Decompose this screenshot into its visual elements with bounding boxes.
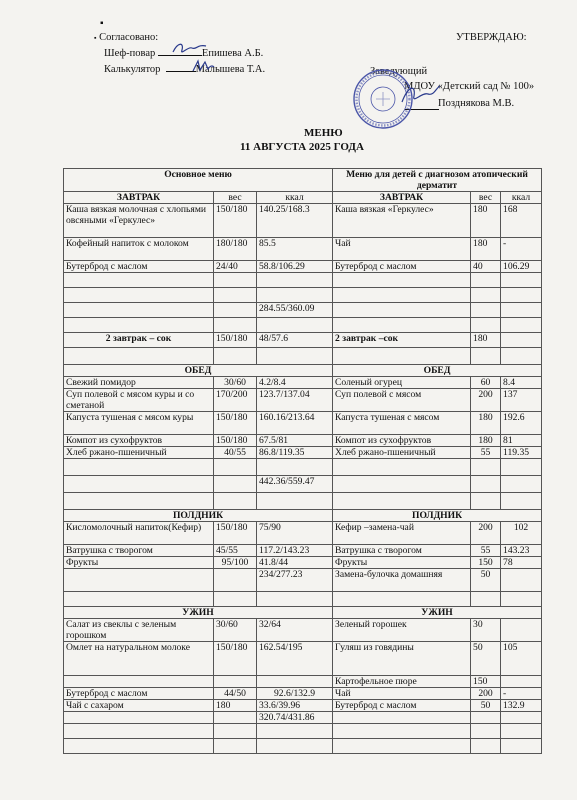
weight-cell: 30 xyxy=(471,619,501,642)
second-breakfast-row xyxy=(64,333,542,348)
section-label: ОБЕД xyxy=(64,365,333,377)
kcal-cell: 8.4 xyxy=(501,377,542,389)
kcal-cell: 137 xyxy=(501,389,542,412)
kcal-cell: 140.25/168.3 xyxy=(257,204,333,238)
dish-cell: Хлеб ржано-пшеничный xyxy=(64,447,214,459)
empty-row xyxy=(64,739,542,754)
kcal-cell: 119.35 xyxy=(501,447,542,459)
kcal-header: ккал xyxy=(501,192,542,204)
org-name: МДОУ «Детский сад № 100» xyxy=(404,81,535,92)
table-row xyxy=(64,557,542,569)
weight-cell: 40/55 xyxy=(214,447,257,459)
dish-cell: Бутерброд с маслом xyxy=(333,261,471,273)
table-row xyxy=(64,261,542,273)
total-row xyxy=(64,476,542,493)
kcal-cell: 162.54/195 xyxy=(257,642,333,676)
kcal-cell: 86.8/119.35 xyxy=(257,447,333,459)
kcal-cell: 106.29 xyxy=(501,261,542,273)
empty-row xyxy=(64,493,542,510)
approve-label: УТВЕРЖДАЮ: xyxy=(456,32,527,43)
empty-row xyxy=(64,724,542,739)
empty-row xyxy=(64,592,542,607)
kcal-cell: 160.16/213.64 xyxy=(257,412,333,435)
dish-cell: Суп полевой с мясом xyxy=(333,389,471,412)
dish-cell: 2 завтрак –сок xyxy=(333,333,471,348)
section-label: ЗАВТРАК xyxy=(64,192,214,204)
bullet-mark: ▪ xyxy=(100,18,104,29)
dish-cell: Зеленый горошек xyxy=(333,619,471,642)
dish-cell: Картофельное пюре xyxy=(333,676,471,688)
table-row xyxy=(64,238,542,261)
dish-cell: Чай xyxy=(333,238,471,261)
calculator-line: Калькулятор Малышева Т.А. xyxy=(104,64,266,75)
weight-cell: 180 xyxy=(471,412,501,435)
section-header-row xyxy=(64,365,542,377)
weight-cell: 95/100 xyxy=(214,557,257,569)
kcal-cell: 192.6 xyxy=(501,412,542,435)
empty-row xyxy=(64,459,542,476)
dish-cell: Капуста тушеная с мясом xyxy=(333,412,471,435)
weight-cell: 180 xyxy=(471,333,501,348)
kcal-cell: - xyxy=(501,238,542,261)
section-label: УЖИН xyxy=(333,607,542,619)
section-header-row xyxy=(64,510,542,522)
section-label: ЗАВТРАК xyxy=(333,192,471,204)
dish-cell: Кисломолочный напиток(Кефир) xyxy=(64,522,214,545)
kcal-cell: 105 xyxy=(501,642,542,676)
kcal-cell: 81 xyxy=(501,435,542,447)
chef-signature xyxy=(170,40,210,58)
kcal-cell: 4.2/8.4 xyxy=(257,377,333,389)
dish-cell: Каша вязкая молочная с хлопьями овсяными «Геркулес» xyxy=(64,204,214,238)
table-row xyxy=(64,619,542,642)
weight-cell: 200 xyxy=(471,389,501,412)
empty-row xyxy=(64,273,542,288)
dish-cell: Бутерброд с маслом xyxy=(64,688,214,700)
menu-date: 11 АВГУСТА 2025 ГОДА xyxy=(240,141,364,153)
table-row xyxy=(64,435,542,447)
dish-cell: Гуляш из говядины xyxy=(333,642,471,676)
weight-cell: 60 xyxy=(471,377,501,389)
table-row xyxy=(64,545,542,557)
empty-row xyxy=(64,348,542,365)
dish-cell: Свежий помидор xyxy=(64,377,214,389)
section-label: УЖИН xyxy=(64,607,333,619)
weight-cell: 55 xyxy=(471,545,501,557)
section-label: ПОЛДНИК xyxy=(64,510,333,522)
table-row xyxy=(64,700,542,712)
kcal-cell: 33.6/39.96 xyxy=(257,700,333,712)
dish-cell: Замена-булочка домашняя xyxy=(333,569,471,592)
weight-cell: 180 xyxy=(471,435,501,447)
table-row xyxy=(64,447,542,459)
weight-cell: 150/180 xyxy=(214,435,257,447)
kcal-total: 234/277.23 xyxy=(257,569,333,592)
table-row xyxy=(64,204,542,238)
kcal-cell: 67.5/81 xyxy=(257,435,333,447)
weight-cell: 180 xyxy=(214,700,257,712)
weight-cell: 150/180 xyxy=(214,333,257,348)
weight-cell: 150 xyxy=(471,676,501,688)
kcal-header: ккал xyxy=(257,192,333,204)
kcal-cell: 78 xyxy=(501,557,542,569)
empty-row xyxy=(64,318,542,333)
director-name: Позднякова М.В. xyxy=(438,98,515,109)
weight-cell: 180/180 xyxy=(214,238,257,261)
kcal-cell: 143.23 xyxy=(501,545,542,557)
kcal-cell: 132.9 xyxy=(501,700,542,712)
weight-cell: 200 xyxy=(471,522,501,545)
weight-cell: 55 xyxy=(471,447,501,459)
kcal-total: 284.55/360.09 xyxy=(257,303,333,318)
dish-cell: Хлеб ржано-пшеничный xyxy=(333,447,471,459)
kcal-cell: 41.8/44 xyxy=(257,557,333,569)
dish-cell: Каша вязкая «Геркулес» xyxy=(333,204,471,238)
main-menu-header: Основное меню xyxy=(64,169,333,192)
chef-line: Шеф-повар Епишева А.Б. xyxy=(104,48,264,59)
section-header-row xyxy=(64,192,542,204)
kcal-cell: 92.6/132.9 xyxy=(257,688,333,700)
weight-cell: 44/50 xyxy=(214,688,257,700)
weight-cell: 30/60 xyxy=(214,619,257,642)
weight-cell: 50 xyxy=(471,569,501,592)
menu-title: МЕНЮ xyxy=(304,127,343,139)
weight-cell: 150/180 xyxy=(214,522,257,545)
diet-menu-header: Меню для детей с диагнозом атопический дерматит xyxy=(333,169,542,192)
table-header-row xyxy=(64,169,542,192)
weight-header: вес xyxy=(471,192,501,204)
menu-table xyxy=(63,168,542,754)
weight-cell: 200 xyxy=(471,688,501,700)
weight-cell: 40 xyxy=(471,261,501,273)
weight-cell: 170/200 xyxy=(214,389,257,412)
table-row xyxy=(64,642,542,676)
weight-cell: 150/180 xyxy=(214,642,257,676)
dish-cell: Кефир –замена-чай xyxy=(333,522,471,545)
weight-cell: 180 xyxy=(471,204,501,238)
dish-cell: Кофейный напиток с молоком xyxy=(64,238,214,261)
agreed-label: ▪ Согласовано: xyxy=(94,32,159,43)
kcal-cell: - xyxy=(501,688,542,700)
kcal-cell: 75/90 xyxy=(257,522,333,545)
kcal-cell xyxy=(501,619,542,642)
kcal-cell: 58.8/106.29 xyxy=(257,261,333,273)
weight-header: вес xyxy=(214,192,257,204)
table-row xyxy=(64,688,542,700)
weight-cell: 50 xyxy=(471,642,501,676)
table-row xyxy=(64,377,542,389)
weight-cell: 180 xyxy=(471,238,501,261)
kcal-total: 442.36/559.47 xyxy=(257,476,333,493)
dish-cell: Фрукты xyxy=(64,557,214,569)
table-row xyxy=(64,412,542,435)
dish-cell: Компот из сухофруктов xyxy=(64,435,214,447)
weight-cell: 50 xyxy=(471,700,501,712)
dish-cell: Суп полевой с мясом куры и со сметаной xyxy=(64,389,214,412)
dish-cell: Ватрушка с творогом xyxy=(333,545,471,557)
director-signature xyxy=(398,82,442,108)
dish-cell: Бутерброд с маслом xyxy=(64,261,214,273)
kcal-cell: 32/64 xyxy=(257,619,333,642)
dish-cell: Ватрушка с творогом xyxy=(64,545,214,557)
dish-cell: Омлет на натуральном молоке xyxy=(64,642,214,676)
kcal-cell: 168 xyxy=(501,204,542,238)
total-row xyxy=(64,712,542,724)
weight-cell: 45/55 xyxy=(214,545,257,557)
dish-cell: 2 завтрак – сок xyxy=(64,333,214,348)
weight-cell: 150/180 xyxy=(214,204,257,238)
dish-cell: Бутерброд с маслом xyxy=(333,700,471,712)
kcal-cell: 102 xyxy=(501,522,542,545)
table-row xyxy=(64,569,542,592)
table-row xyxy=(64,522,542,545)
table-row xyxy=(64,389,542,412)
kcal-cell: 123.7/137.04 xyxy=(257,389,333,412)
section-label: ПОЛДНИК xyxy=(333,510,542,522)
dish-cell: Фрукты xyxy=(333,557,471,569)
total-row xyxy=(64,303,542,318)
section-label: ОБЕД xyxy=(333,365,542,377)
kcal-cell: 48/57.6 xyxy=(257,333,333,348)
dish-cell: Чай xyxy=(333,688,471,700)
weight-cell: 150 xyxy=(471,557,501,569)
weight-cell: 30/60 xyxy=(214,377,257,389)
calculator-signature xyxy=(190,58,216,74)
kcal-cell: 85.5 xyxy=(257,238,333,261)
table-row xyxy=(64,676,542,688)
dish-cell: Соленый огурец xyxy=(333,377,471,389)
section-header-row xyxy=(64,607,542,619)
weight-cell: 150/180 xyxy=(214,412,257,435)
dish-cell: Салат из свеклы с зеленым горошком xyxy=(64,619,214,642)
kcal-total: 320.74/431.86 xyxy=(257,712,333,724)
dish-cell: Компот из сухофруктов xyxy=(333,435,471,447)
head-title: Заведующий xyxy=(370,66,428,77)
dish-cell: Чай с сахаром xyxy=(64,700,214,712)
empty-row xyxy=(64,288,542,303)
weight-cell: 24/40 xyxy=(214,261,257,273)
kcal-cell: 117.2/143.23 xyxy=(257,545,333,557)
dish-cell: Капуста тушеная с мясом куры xyxy=(64,412,214,435)
